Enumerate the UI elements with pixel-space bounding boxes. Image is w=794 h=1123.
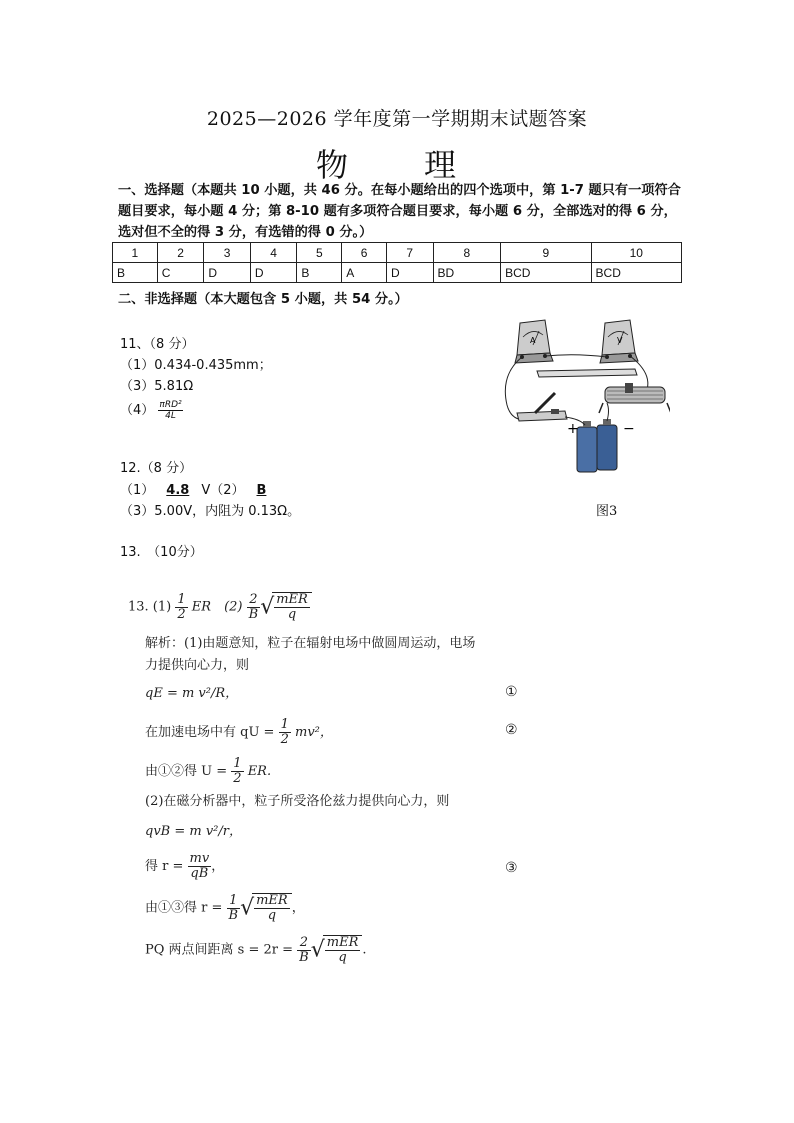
answer-cell: C xyxy=(157,263,204,283)
fraction-denominator: B xyxy=(228,907,239,923)
q13-answer-part1-tail: ER (2) xyxy=(191,599,243,615)
page-title: 2025—2026 学年度第一学期期末试题答案 xyxy=(206,108,588,130)
radical-sign: √ xyxy=(260,594,275,620)
question-number: 2 xyxy=(157,243,204,263)
fraction-numerator: 1 xyxy=(280,717,289,732)
fraction-numerator: 2 xyxy=(247,593,261,608)
fraction xyxy=(279,718,291,747)
rheostat-icon xyxy=(599,383,670,413)
fraction-numerator: mER xyxy=(326,935,359,950)
q13-answer-prefix: 13. (1) xyxy=(128,599,172,615)
fraction xyxy=(254,894,290,923)
fraction-numerator: mER xyxy=(256,893,288,908)
section2-instructions: 二、非选择题（本大题包含 5 小题，共 54 分。） xyxy=(118,292,408,307)
section1-instructions: 一、选择题（本题共 10 小题，共 46 分。在每小题给出的四个选项中，第 1-7 题只有一项符合题目要求，每小题 4 分；第 8-10 题有多项符合题目要求，每小题 6 分，全部选对的得 6 分，选对但不全的得 3 分，有选错的得 0 分。） xyxy=(118,183,681,240)
mark-2: ② xyxy=(505,722,518,738)
equation-prefix: PQ 两点间距离 s = 2r = xyxy=(145,942,294,958)
fraction-numerator: 1 xyxy=(227,894,241,909)
mark-3: ③ xyxy=(505,860,518,876)
q12-answer-1-prefix: （1） xyxy=(120,483,155,498)
fraction-numerator: 1 xyxy=(177,591,186,607)
q13-equation-4: qvB = m v²/r， xyxy=(145,824,242,839)
fraction xyxy=(297,936,311,965)
battery-icon xyxy=(577,419,617,472)
answer-cell: B xyxy=(113,263,158,283)
q13-solution-line-1: 解析：(1)由题意知，粒子在辐射电场中做圆周运动，电场 xyxy=(145,636,476,651)
q12-answer-2-value: B xyxy=(256,483,267,498)
q13-equation-1: qE = m v²/R， xyxy=(145,686,239,701)
voltmeter-label: V xyxy=(617,336,623,345)
q11-answer-3: （3）5.81Ω xyxy=(120,379,194,394)
ammeter-icon xyxy=(515,320,553,363)
fraction-denominator: 4L xyxy=(165,411,176,421)
question-number: 7 xyxy=(386,243,433,263)
radical-sign: √ xyxy=(310,937,325,963)
fraction-numerator: mER xyxy=(276,592,308,607)
question-number: 4 xyxy=(250,243,297,263)
answer-cell: D xyxy=(386,263,433,283)
fraction xyxy=(227,894,241,923)
answer-cell: A xyxy=(342,263,387,283)
answer-table-answer-row xyxy=(113,263,682,283)
equation-prefix: 得 r = xyxy=(145,859,184,874)
fraction xyxy=(175,593,187,622)
q11-heading: 11、（8 分） xyxy=(120,337,195,352)
answer-cell: D xyxy=(204,263,251,283)
fraction-denominator: q xyxy=(338,950,347,965)
q13-solution-line-3: (2)在磁分析器中，粒子所受洛伦兹力提供向心力，则 xyxy=(145,794,450,809)
fraction xyxy=(247,593,261,622)
fraction-numerator: πRD² xyxy=(159,400,182,410)
equation-tail: mv²， xyxy=(295,725,333,740)
fraction xyxy=(325,936,361,965)
q13-equation-5: 得 r = $\frac{mv}{qB}$ ， xyxy=(145,851,225,881)
fraction-denominator: 2 xyxy=(280,732,289,747)
minus-sign: − xyxy=(623,421,635,437)
fraction-denominator: B xyxy=(299,949,309,965)
q11-answer-4 xyxy=(120,399,183,421)
q11-answer-1: （1）0.434-0.435mm； xyxy=(120,358,272,373)
question-number: 5 xyxy=(297,243,342,263)
fraction-numerator: mv xyxy=(189,851,210,866)
q11-answer-4-prefix: （4） xyxy=(120,403,155,418)
fraction-numerator: 2 xyxy=(297,936,311,951)
answer-cell: B xyxy=(297,263,342,283)
ammeter-label: A xyxy=(530,336,536,345)
fraction xyxy=(231,757,243,786)
switch-icon xyxy=(517,393,567,421)
q12-answer-1-unit: V（2） xyxy=(201,483,245,498)
fraction xyxy=(188,852,212,881)
q12-heading: 12.（8 分） xyxy=(120,461,193,476)
q13-equation-7: PQ 两点间距离 s = 2r = $\frac{2}{B}$ √ mER q . xyxy=(145,934,367,965)
mark-1: ① xyxy=(505,684,518,700)
fraction xyxy=(274,593,310,622)
question-number: 10 xyxy=(591,243,681,263)
q12-answer-1-value: 4.8 xyxy=(166,483,190,498)
q13-answer-line xyxy=(128,592,312,622)
question-number: 1 xyxy=(113,243,158,263)
question-number: 9 xyxy=(501,243,591,263)
answer-cell: D xyxy=(250,263,297,283)
fraction-denominator: B xyxy=(248,606,259,622)
circuit-figure xyxy=(495,315,670,480)
q13-heading: 13. （10分） xyxy=(120,545,203,560)
fraction-denominator: q xyxy=(267,908,277,923)
answer-cell: BCD xyxy=(501,263,591,283)
answer-cell: BCD xyxy=(591,263,681,283)
subject-title: 物 理 xyxy=(315,146,478,184)
answer-cell: BD xyxy=(433,263,501,283)
q11-answer-4-fraction xyxy=(158,400,182,421)
question-number: 3 xyxy=(204,243,251,263)
figure-caption: 图3 xyxy=(596,504,618,519)
fraction-denominator: 2 xyxy=(233,771,242,786)
equation-prefix: 由①③得 r = xyxy=(145,900,223,916)
equation-tail: ER. xyxy=(247,764,272,779)
q13-equation-2 xyxy=(145,718,333,747)
plus-sign: + xyxy=(567,421,579,437)
fraction-numerator: 1 xyxy=(233,756,242,771)
radical-sign: √ xyxy=(240,895,255,921)
equation-prefix: 在加速电场中有 qU = xyxy=(145,725,275,740)
equation-prefix: 由①②得 U = xyxy=(145,764,228,779)
question-number: 8 xyxy=(433,243,501,263)
q13-solution-line-2: 力提供向心力，则 xyxy=(145,658,250,673)
resistance-wire-icon xyxy=(537,369,637,377)
question-number: 6 xyxy=(342,243,387,263)
answer-table xyxy=(112,242,682,283)
fraction-denominator: 2 xyxy=(177,606,186,622)
q12-answer-1-2 xyxy=(120,479,278,498)
fraction-denominator: qB xyxy=(190,866,209,881)
fraction-denominator: q xyxy=(287,607,297,622)
answer-table-header-row xyxy=(113,243,682,263)
q13-equation-3 xyxy=(145,757,271,786)
q12-answer-3: （3）5.00V，内阻为 0.13Ω。 xyxy=(120,504,301,519)
q13-equation-6: 由①③得 r = $\frac{1}{B}$ √ mER q ， xyxy=(145,892,305,923)
